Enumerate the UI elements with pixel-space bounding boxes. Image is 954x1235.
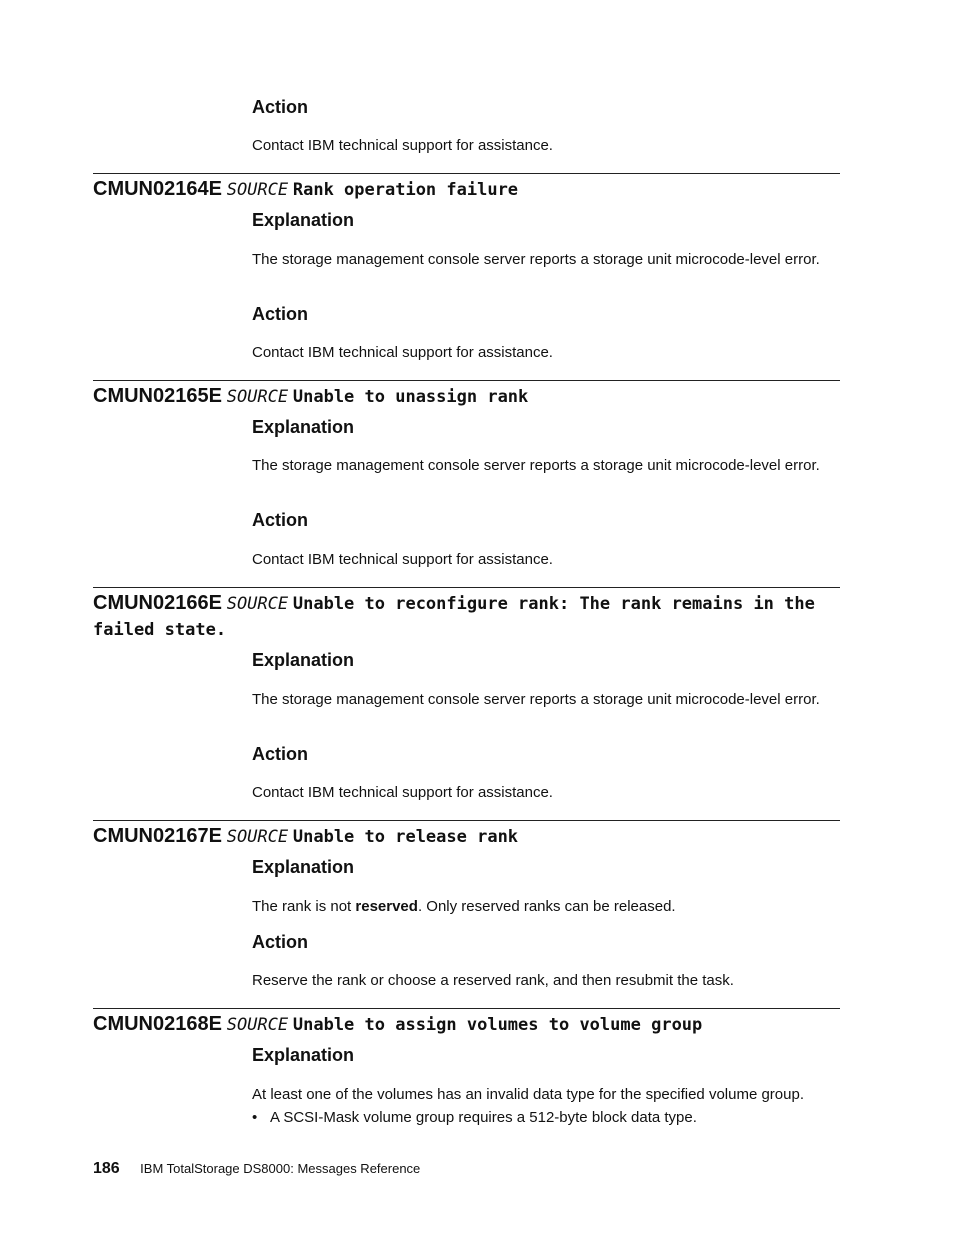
action-heading: Action bbox=[252, 744, 308, 764]
list-item bbox=[252, 1108, 697, 1127]
reserved-keyword: reserved bbox=[355, 898, 418, 915]
explanation-heading: Explanation bbox=[252, 417, 355, 437]
message-id: CMUN02166E bbox=[93, 592, 222, 614]
message-id: CMUN02164E bbox=[93, 178, 222, 200]
action-text: Reserve the rank or choose a reserved rank, and then resubmit the task. bbox=[252, 972, 734, 989]
message-source: SOURCE bbox=[226, 387, 289, 407]
document-title: IBM TotalStorage DS8000: Messages Reference bbox=[140, 1161, 421, 1176]
action-text: Contact IBM technical support for assistance. bbox=[252, 344, 553, 361]
explanation-text: The storage management console server reports a storage unit microcode-level error. bbox=[252, 457, 820, 474]
message-title bbox=[93, 823, 843, 850]
message-title bbox=[93, 1011, 843, 1038]
explanation-heading: Explanation bbox=[252, 210, 355, 230]
page-number: 186 bbox=[93, 1160, 120, 1177]
action-heading: Action bbox=[252, 510, 308, 530]
message-text: Unable to unassign rank bbox=[292, 387, 529, 407]
explanation-heading: Explanation bbox=[252, 857, 355, 877]
action-heading: Action bbox=[252, 932, 308, 952]
explanation-text-pre: The rank is not bbox=[252, 898, 356, 915]
message-source: SOURCE bbox=[226, 1015, 289, 1035]
bullet-icon: • bbox=[252, 1109, 258, 1126]
message-text: Rank operation failure bbox=[292, 180, 519, 200]
message-source: SOURCE bbox=[226, 594, 289, 614]
explanation-text: The storage management console server reports a storage unit microcode-level error. bbox=[252, 251, 820, 268]
message-id: CMUN02168E bbox=[93, 1013, 222, 1035]
section-divider bbox=[93, 587, 840, 588]
section-divider bbox=[93, 820, 840, 821]
message-title bbox=[93, 590, 843, 643]
explanation-text: At least one of the volumes has an invalid data type for the specified volume group. bbox=[252, 1086, 804, 1103]
action-heading: Action bbox=[252, 304, 308, 324]
explanation-heading: Explanation bbox=[252, 1045, 355, 1065]
section-divider bbox=[93, 380, 840, 381]
explanation-text bbox=[252, 897, 827, 916]
action-text: Contact IBM technical support for assistance. bbox=[252, 137, 553, 154]
message-title bbox=[93, 176, 843, 203]
message-source: SOURCE bbox=[226, 180, 289, 200]
action-text: Contact IBM technical support for assistance. bbox=[252, 551, 553, 568]
message-title bbox=[93, 383, 843, 410]
message-id: CMUN02165E bbox=[93, 385, 222, 407]
message-text: Unable to reconfigure rank: The rank remains in the failed state. bbox=[93, 594, 815, 640]
message-text: Unable to release rank bbox=[292, 827, 519, 847]
action-heading: Action bbox=[252, 97, 308, 117]
explanation-text: The storage management console server reports a storage unit microcode-level error. bbox=[252, 691, 820, 708]
message-source: SOURCE bbox=[226, 827, 289, 847]
explanation-text-post: . Only reserved ranks can be released. bbox=[417, 898, 676, 915]
section-divider bbox=[93, 173, 840, 174]
message-id: CMUN02167E bbox=[93, 825, 222, 847]
list-item-text: A SCSI-Mask volume group requires a 512-byte block data type. bbox=[270, 1109, 697, 1126]
page-footer bbox=[93, 1160, 420, 1178]
message-text: Unable to assign volumes to volume group bbox=[292, 1015, 703, 1035]
explanation-heading: Explanation bbox=[252, 650, 355, 670]
section-divider bbox=[93, 1008, 840, 1009]
action-text: Contact IBM technical support for assistance. bbox=[252, 784, 553, 801]
